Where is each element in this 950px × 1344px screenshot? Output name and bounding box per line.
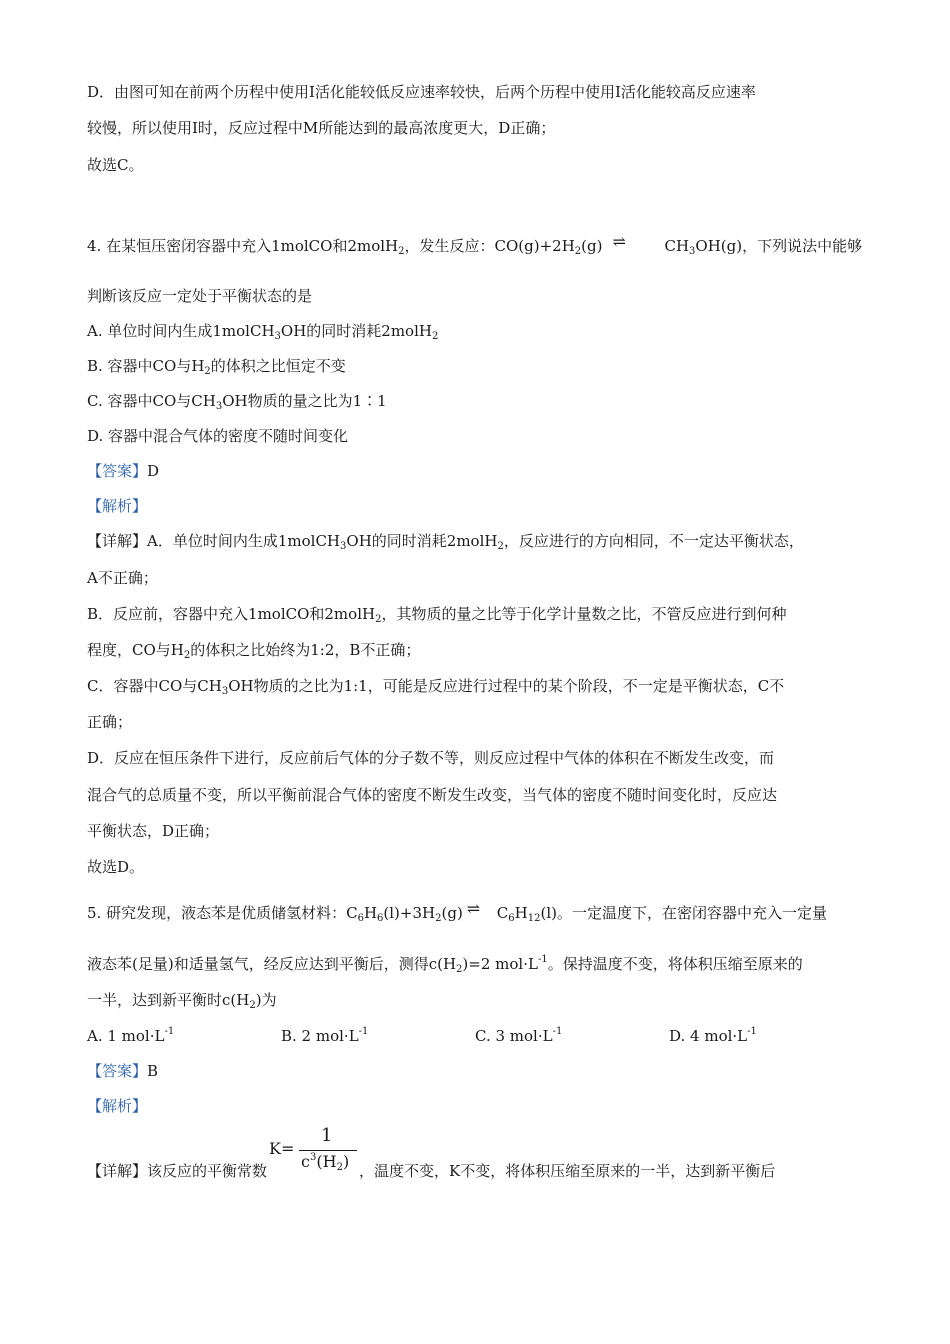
q5-stem-line1: 5. 研究发现，液态苯是优质储氢材料：$C_6H_6(l)+3H_2(g)$ ⇌ $C_6H_{12}(l)$。一定温度下，在密闭容器中充入一定量	[87, 899, 827, 924]
q4-detail-line3: B．反应前，容器中充入1molCO和2molH$_2$，其物质的量之比等于化学计量数之比，不管反应进行到何种	[87, 605, 787, 625]
q4-choose: 故选D。	[87, 858, 145, 876]
q5-option-b: B. 2 $mol\cdot L^{-1}$	[281, 1026, 369, 1045]
q4-stem-line2: 判断该反应一定处于平衡状态的是	[87, 287, 313, 305]
q5-option-c: C. 3 $mol\cdot L^{-1}$	[475, 1026, 563, 1045]
q4-detail-line6: 正确；	[87, 713, 133, 731]
q4-detail-line5: C．容器中CO与$CH_3OH$物质的之比为1:1，可能是反应进行过程中的某个阶段，不一定是平衡状态，C不	[87, 677, 785, 697]
answer-tag: 【答案】	[87, 462, 148, 480]
q4-detail-line7: D．反应在恒压条件下进行，反应前后气体的分子数不等，则反应过程中气体的体积在不断发生改变，而	[87, 749, 775, 767]
q5-detail-line1: 【详解】该反应的平衡常数 K= 1 $c^3(H_2)$ ，温度不变，K不变，将体积压缩至原来的一半，达到新平衡后	[87, 1125, 776, 1180]
q4-option-a: A. 单位时间内生成1molCH$_3$OH的同时消耗2molH$_2$	[87, 322, 439, 342]
q5-option-d: D. 4 $mol\cdot L^{-1}$	[669, 1026, 757, 1045]
q5-answer: 【答案】B	[87, 1062, 159, 1080]
q5-option-a: A. 1 $mol\cdot L^{-1}$	[87, 1026, 175, 1045]
detail-tag: 【详解】	[87, 532, 148, 550]
q5-analysis-tag: 【解析】	[87, 1097, 148, 1115]
q4-option-d: D. 容器中混合气体的密度不随时间变化	[87, 427, 349, 445]
q4-stem-line1: 4. 在某恒压密闭容器中充入1molCO和2molH$_2$，发生反应：$CO(g)+2H_2(g)$ ⇌ $CH_3OH(g)$，下列说法中能够	[87, 232, 863, 257]
q3-explain-d-line1: D．由图可知在前两个历程中使用Ⅰ活化能较低反应速率较快，后两个历程中使用Ⅰ活化能较高反应速率	[87, 83, 756, 101]
fraction-bar	[299, 1150, 357, 1151]
q4-detail-line1: 【详解】A．单位时间内生成1molCH$_3$OH的同时消耗2molH$_2$，反应进行的方向相同，不一定达平衡状态，	[87, 532, 804, 552]
equilibrium-constant-formula: K= 1 $c^3(H_2)$	[267, 1156, 359, 1176]
q3-choose: 故选C。	[87, 156, 144, 174]
q4-detail-line2: A不正确；	[87, 569, 158, 587]
q4-answer: 【答案】D	[87, 462, 160, 480]
q4-detail-line8: 混合气的总质量不变，所以平衡前混合气体的密度不断发生改变，当气体的密度不随时间变化时，反应达	[87, 786, 778, 804]
q4-detail-line9: 平衡状态，D正确；	[87, 822, 220, 840]
q3-explain-d-line2: 较慢，所以使用Ⅰ时，反应过程中M所能达到的最高浓度更大，D正确；	[87, 119, 556, 137]
q5-stem-line3: 一半，达到新平衡时$c(H_2)$为	[87, 991, 277, 1011]
q4-option-c: C. 容器中CO与$CH_3OH$物质的量之比为1∶1	[87, 392, 387, 412]
q5-stem-line2: 液态苯(足量)和适量氢气，经反应达到平衡后，测得$c(H_2)=2$ $mol\cdot L^{-1}$。保持温度不变，将体积压缩至原来的	[87, 954, 803, 975]
answer-tag: 【答案】	[87, 1062, 148, 1080]
q4-analysis-tag: 【解析】	[87, 497, 148, 515]
q4-option-b: B. 容器中CO与$H_2$的体积之比恒定不变	[87, 357, 346, 377]
q4-detail-line4: 程度，CO与$H_2$的体积之比始终为1:2，B不正确；	[87, 641, 421, 661]
detail-tag: 【详解】	[87, 1162, 148, 1180]
